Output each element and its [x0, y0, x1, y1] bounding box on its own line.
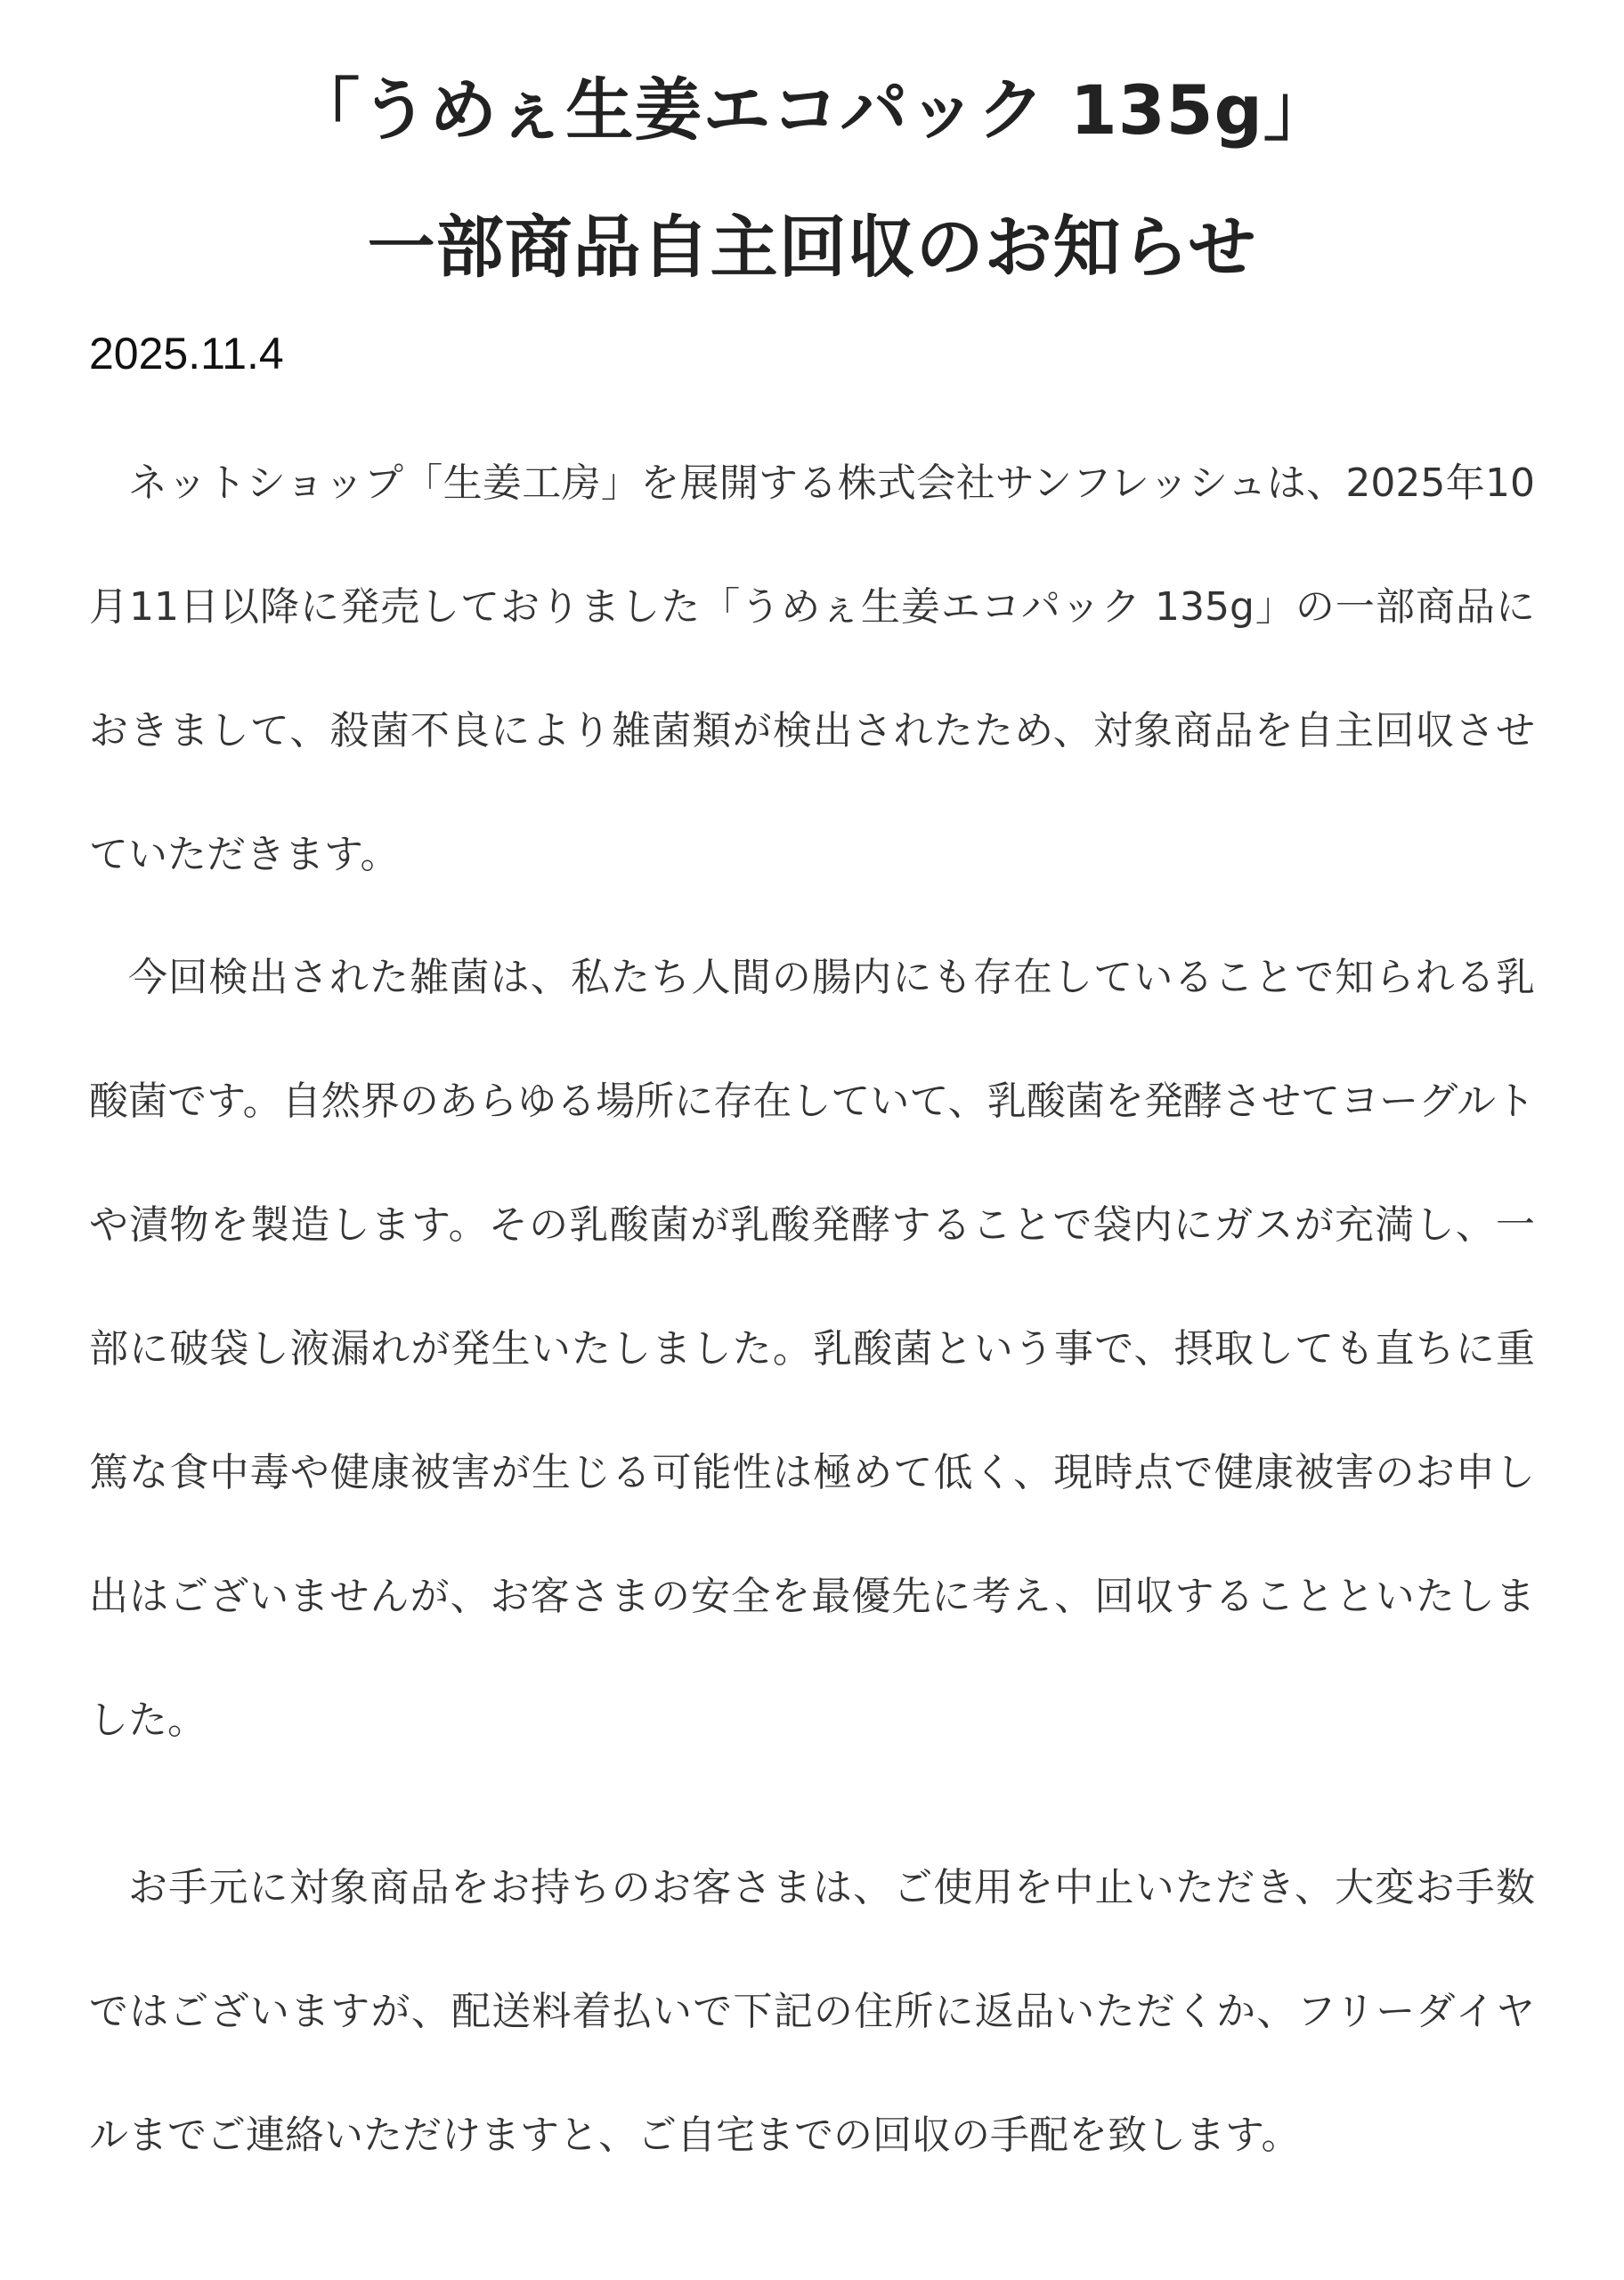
notice-date: 2025.11.4: [89, 329, 284, 379]
notice-title-product: 「うめぇ生姜エコパック 135g」: [292, 70, 1332, 150]
notice-paragraph-explanation: 今回検出された雑菌は、私たち人間の腸内にも存在していることで知られる乳酸菌です。自然界のあらゆる場所に存在していて、乳酸菌を発酵させてヨーグルトや漬物を製造します。その乳酸菌が乳酸発酵することで袋内にガスが充満し、一部に破袋し液漏れが発生いたしました。乳酸菌という事で、摂取しても直ちに重篤な食中毒や健康被害が生じる可能性は極めて低く、現時点で健康被害のお申し出はございませんが、お客さまの安全を最優先に考え、回収することといたしました。: [89, 955, 1535, 1743]
notice-paragraph-instructions: お手元に対象商品をお持ちのお客さまは、ご使用を中止いただき、大変お手数ではございますが、配送料着払いで下記の住所に返品いただくか、フリーダイヤルまでご連絡いただけますと、ご自宅までの回収の手配を致します。: [89, 1865, 1535, 2158]
notice-paragraph-announcement: ネットショップ「生姜工房」を展開する株式会社サンフレッシュは、2025年10月11日以降に発売しておりました「うめぇ生姜エコパック 135g」の一部商品におきまして、殺菌不良により雑菌類が検出されたため、対象商品を自主回収させていただきます。: [89, 460, 1535, 877]
notice-title-heading: 一部商品自主回収のお知らせ: [367, 208, 1257, 287]
